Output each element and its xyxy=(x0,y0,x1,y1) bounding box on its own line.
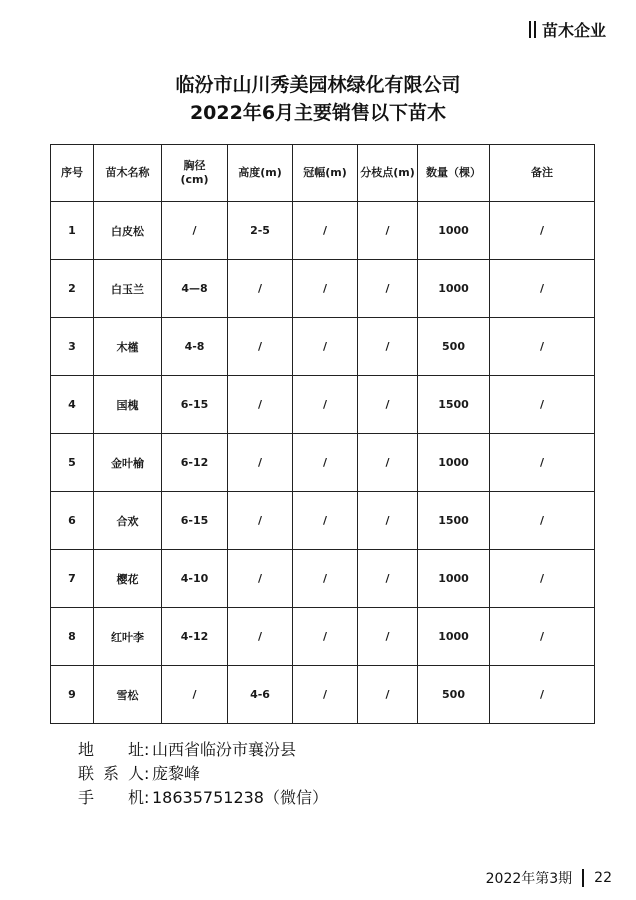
cell-note: / xyxy=(490,434,595,492)
sales-title: 2022年6月主要销售以下苗木 xyxy=(189,102,447,124)
table-row xyxy=(51,260,595,318)
section-label: 苗木企业 xyxy=(541,21,606,40)
cell-name: 樱花 xyxy=(94,550,162,608)
cell-note: / xyxy=(490,550,595,608)
cell-dbh: 4-8 xyxy=(162,318,228,376)
table-row xyxy=(51,608,595,666)
seedling-table xyxy=(50,144,595,724)
cell-dbh: 4-10 xyxy=(162,550,228,608)
cell-qty: 1000 xyxy=(418,202,490,260)
header-name: 苗木名称 xyxy=(94,145,162,202)
cell-note: / xyxy=(490,376,595,434)
cell-crown: / xyxy=(293,376,358,434)
cell-branch: / xyxy=(358,492,418,550)
phone-value: 18635751238（微信） xyxy=(152,788,328,807)
cell-height: / xyxy=(228,608,293,666)
address-value: 山西省临汾市襄汾县 xyxy=(152,740,297,759)
cell-note: / xyxy=(490,492,595,550)
cell-no: 9 xyxy=(51,666,94,724)
cell-crown: / xyxy=(293,666,358,724)
person-row: 联系人 : 庞黎峰 xyxy=(78,762,328,786)
table-row xyxy=(51,434,595,492)
cell-note: / xyxy=(490,666,595,724)
cell-dbh: 6-12 xyxy=(162,434,228,492)
cell-height: / xyxy=(228,376,293,434)
cell-no: 1 xyxy=(51,202,94,260)
cell-branch: / xyxy=(358,202,418,260)
cell-qty: 500 xyxy=(418,666,490,724)
header-note: 备注 xyxy=(490,145,595,202)
cell-qty: 1000 xyxy=(418,550,490,608)
cell-name: 木槿 xyxy=(94,318,162,376)
address-row: 地 址 : 山西省临汾市襄汾县 xyxy=(78,738,328,762)
issue-label: 2022年第3期 xyxy=(485,871,573,887)
phone-label: 手 机 xyxy=(78,788,144,807)
section-tag xyxy=(529,18,606,41)
cell-height: / xyxy=(228,550,293,608)
table-row xyxy=(51,666,595,724)
cell-height: / xyxy=(228,434,293,492)
table-header-row xyxy=(51,145,595,202)
cell-note: / xyxy=(490,260,595,318)
cell-no: 6 xyxy=(51,492,94,550)
header-branch: 分枝点(m) xyxy=(358,145,418,202)
company-title: 临汾市山川秀美园林绿化有限公司 xyxy=(175,74,461,96)
cell-height: / xyxy=(228,318,293,376)
footer-separator xyxy=(582,869,584,887)
address-label: 地 址 xyxy=(78,740,144,759)
cell-crown: / xyxy=(293,318,358,376)
cell-dbh: 4—8 xyxy=(162,260,228,318)
cell-qty: 1500 xyxy=(418,492,490,550)
page-footer xyxy=(486,868,612,888)
cell-dbh: 6-15 xyxy=(162,376,228,434)
cell-dbh: 6-15 xyxy=(162,492,228,550)
cell-height: / xyxy=(228,492,293,550)
cell-dbh: 4-12 xyxy=(162,608,228,666)
cell-branch: / xyxy=(358,608,418,666)
cell-branch: / xyxy=(358,318,418,376)
cell-height: / xyxy=(228,260,293,318)
contact-block xyxy=(78,738,328,810)
cell-crown: / xyxy=(293,260,358,318)
header-dbh: 胸径 (cm) xyxy=(162,145,228,202)
cell-name: 雪松 xyxy=(94,666,162,724)
cell-qty: 500 xyxy=(418,318,490,376)
cell-height: 4-6 xyxy=(228,666,293,724)
cell-crown: / xyxy=(293,550,358,608)
cell-no: 2 xyxy=(51,260,94,318)
cell-branch: / xyxy=(358,550,418,608)
header-qty: 数量（棵） xyxy=(418,145,490,202)
cell-name: 合欢 xyxy=(94,492,162,550)
cell-branch: / xyxy=(358,376,418,434)
cell-no: 5 xyxy=(51,434,94,492)
table-row xyxy=(51,318,595,376)
cell-qty: 1000 xyxy=(418,434,490,492)
cell-no: 4 xyxy=(51,376,94,434)
cell-no: 7 xyxy=(51,550,94,608)
cell-branch: / xyxy=(358,260,418,318)
page-number: 22 xyxy=(594,870,612,886)
cell-crown: / xyxy=(293,202,358,260)
cell-name: 白玉兰 xyxy=(94,260,162,318)
header-crown: 冠幅(m) xyxy=(293,145,358,202)
cell-dbh: / xyxy=(162,666,228,724)
cell-crown: / xyxy=(293,434,358,492)
cell-name: 红叶李 xyxy=(94,608,162,666)
header-no: 序号 xyxy=(51,145,94,202)
cell-name: 金叶榆 xyxy=(94,434,162,492)
phone-row: 手 机 : 18635751238（微信） xyxy=(78,786,328,810)
cell-crown: / xyxy=(293,608,358,666)
cell-height: 2-5 xyxy=(228,202,293,260)
cell-branch: / xyxy=(358,434,418,492)
cell-dbh: / xyxy=(162,202,228,260)
table-row xyxy=(51,202,595,260)
cell-name: 白皮松 xyxy=(94,202,162,260)
double-bar-icon xyxy=(529,21,536,38)
person-label: 联系人 xyxy=(78,764,144,783)
cell-no: 3 xyxy=(51,318,94,376)
table-row xyxy=(51,550,595,608)
cell-note: / xyxy=(490,608,595,666)
cell-crown: / xyxy=(293,492,358,550)
table-row xyxy=(51,376,595,434)
cell-name: 国槐 xyxy=(94,376,162,434)
person-value: 庞黎峰 xyxy=(152,764,201,783)
table-body xyxy=(51,202,595,724)
cell-no: 8 xyxy=(51,608,94,666)
cell-note: / xyxy=(490,202,595,260)
cell-branch: / xyxy=(358,666,418,724)
header-height: 高度(m) xyxy=(228,145,293,202)
cell-qty: 1000 xyxy=(418,260,490,318)
cell-qty: 1000 xyxy=(418,608,490,666)
table-row xyxy=(51,492,595,550)
cell-note: / xyxy=(490,318,595,376)
cell-qty: 1500 xyxy=(418,376,490,434)
